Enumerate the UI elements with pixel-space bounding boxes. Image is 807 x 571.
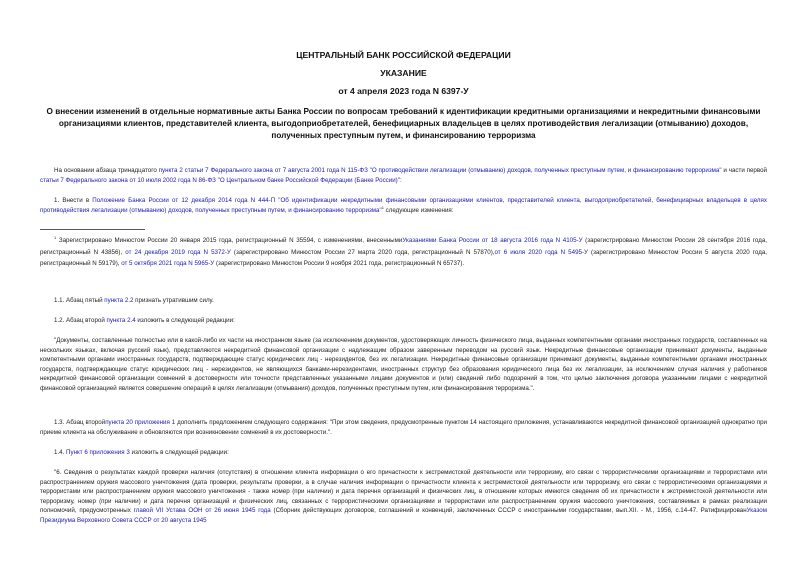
item-1-4-text-1: 1.4. (54, 449, 67, 456)
item-1-text-1: 1. Внести в (54, 197, 93, 204)
quote-2 (40, 468, 767, 526)
item-1-4-text-2: изложить в следующей редакции: (129, 449, 229, 456)
document-date-number: от 4 апреля 2023 года N 6397-У (338, 86, 469, 96)
intro-text-1: На основании абзаца тринадцатого (54, 167, 159, 174)
link-ustav-oon[interactable]: главой VII Устава ООН от 26 июня 1945 года (133, 507, 271, 515)
item-1-2-text-2: изложить в следующей редакции: (135, 317, 235, 324)
item-1-1 (40, 296, 767, 306)
footnote-divider (40, 229, 145, 230)
intro-text-2: и части первой (721, 167, 767, 174)
item-1-3-text-1: 1.3. Абзац второй (54, 419, 106, 426)
link-punkt-20-pril-1[interactable]: пункта 20 приложения 1 (105, 419, 176, 426)
link-5965u[interactable]: от 5 октября 2021 года N 5965-У (121, 260, 215, 267)
link-ukaz-prezidiuma[interactable]: Указом Президиума Верховного Совета СССР от 20 августа 1945 (40, 507, 767, 524)
footnote-text-1: Зарегистрировано Минюстом России 20 января 2015 года, регистрационный N 35594, с изменениями, внесенными (56, 237, 403, 244)
link-punkt-2-4[interactable]: пункта 2.4 (106, 317, 136, 324)
bank-name: ЦЕНТРАЛЬНЫЙ БАНК РОССИЙСКОЙ ФЕДЕРАЦИИ (296, 50, 511, 60)
document-type: УКАЗАНИЕ (380, 68, 427, 78)
item-1-2-text-1: 1.2. Абзац второй (54, 317, 107, 324)
document-title: О внесении изменений в отдельные нормативные акты Банка России по вопросам требований к идентификации кредитными организациями и некредитными финансовыми организациями клиентов, представителей клиента, выгодоприобретателей, бенефициарных владельцев в целях противодействия легализации (отмыванию) доходов, полученных преступным путем, и финансированию терроризма (46, 107, 761, 140)
quote-2-text-1: "6. Сведения о результатах каждой проверки наличия (отсутствия) в отношении клиента информации о его причастности к экстремистской деятельности или терроризму, его связи с террористическими организациями и террористами или распространением оружия массового уничтожения (дата проверки, результаты проверки, а в случае наличия информации о причастности клиента к экстремистской деятельности или терроризму, его связи с террористическими организациями и террористами или распространением оружия массового уничтожения - также номер (при наличии) и дата перечня организаций и физических лиц, в отношении которых имеются сведения об их причастности к экстремистской деятельности или терроризму, номер (при наличии) и дата перечня организаций и физических лиц, связанных с террористическими организациями и террористами или распространением оружия массового уничтожения, составляемых в рамках реализации полномочий, предусмотренных (40, 469, 767, 515)
item-1-3 (40, 418, 767, 438)
link-86fz[interactable]: статьи 7 Федерального закона от 10 июля 2002 года N 86-ФЗ "О Центральном банке Российской Федерации (Банке России)" (40, 177, 400, 184)
item-1-paragraph (40, 196, 767, 216)
link-115fz[interactable]: пункта 2 статьи 7 Федерального закона от 7 августа 2001 года N 115-ФЗ "О противодействии легализации (отмыванию) доходов, полученных преступным путем, и финансированию терроризма" (158, 167, 722, 174)
link-punkt-2-2[interactable]: пункта 2.2 (104, 297, 134, 304)
item-1-2 (40, 316, 767, 326)
quote-1: "Документы, составленные полностью или в какой-либо их части на иностранном языке (за исключением документов, удостоверяющих личность физического лица, выданных компетентными органами иностранных государств, составленных на нескольких языках, включая русский язык), представляются некредитной финансовой организации с надлежащим образом заверенным переводом на русский язык. Некредитные финансовые организации принимают документы, выданные компетентными органами иностранных государств, подтверждающие статус юридических лиц - нерезидентов, без их легализации. Некредитные финансовые организации принимают документы, выданные компетентными органами иностранных государств, подтверждающие статус юридических лиц - нерезидентов, не являющихся банками-нерезидентами, иностранных структур без образования юридического лица без их легализации, за исключением случая наличия у работников некредитной финансовой организации сомнений в достоверности или точности представленных указанными лицами документов и (или) сведений либо подозрений в том, что целью заключения договора указанными лицами с некредитной финансовой организацией является совершение операций в целях легализации (отмывания) доходов, полученных преступным путем, или финансирования терроризма.". (40, 337, 767, 392)
item-1-1-text-2: признать утратившим силу. (133, 297, 214, 304)
footnote-marker: 1 (54, 234, 57, 240)
item-1-text-2: следующие изменения: (383, 207, 454, 214)
footnote-ref[interactable]: 1 (381, 204, 384, 210)
link-polozhenie-444p[interactable]: Положение Банка России от 12 декабря 2014 года N 444-П "Об идентификации некредитными финансовыми организациями клиентов, представителей клиента, выгодоприобретателей, бенефициарных владельцев в целях противодействия легализации (отмыванию) доходов, полученных преступным путем, и финансированию терроризма" (40, 197, 767, 214)
item-1-3-text-2: дополнить предложением следующего содержания: "При этом сведения, предусмотренные пунктом 14 настоящего приложения, устанавливаются некредитной финансовой организацией однократно при приеме клиента на обслуживание и обновляются при возникновении сомнений в их достоверности.". (40, 419, 767, 436)
intro-paragraph (40, 166, 767, 186)
link-5372u[interactable]: от 24 декабря 2019 года N 5372-У (125, 248, 231, 256)
item-1-1-text-1: 1.1. Абзац пятый (54, 297, 105, 304)
footnote-text-5: (зарегистрировано Минюстом России 9 ноября 2021 года, регистрационный N 65737). (214, 260, 465, 267)
footnote-text-3: (зарегистрировано Минюстом России 27 марта 2020 года, регистрационный N 57870), (230, 248, 495, 256)
footnote-text-2: (зарегистрировано Минюстом России 28 сентября 2016 года, регистрационный N 43856), (40, 237, 767, 256)
footnote (40, 235, 767, 270)
link-5495u[interactable]: от 6 июля 2020 года N 5495-У (494, 248, 588, 256)
link-punkt-6-pril-3[interactable]: Пункт 6 приложения 3 (66, 449, 130, 456)
item-1-4 (40, 448, 767, 458)
intro-text-3: : (399, 177, 402, 184)
link-4105u[interactable]: Указаниями Банка России от 18 августа 2016 года N 4105-У (402, 237, 583, 244)
quote-2-text-2: (Сборник действующих договоров, соглашений и конвенций, заключенных СССР с иностранными государствами, вып.XII. - М., 1956, с.14-47. Ратифицирован (270, 507, 747, 515)
footnote-text-4: (зарегистрировано Минюстом России 5 августа 2020 года, регистрационный N 59179), (40, 248, 767, 267)
